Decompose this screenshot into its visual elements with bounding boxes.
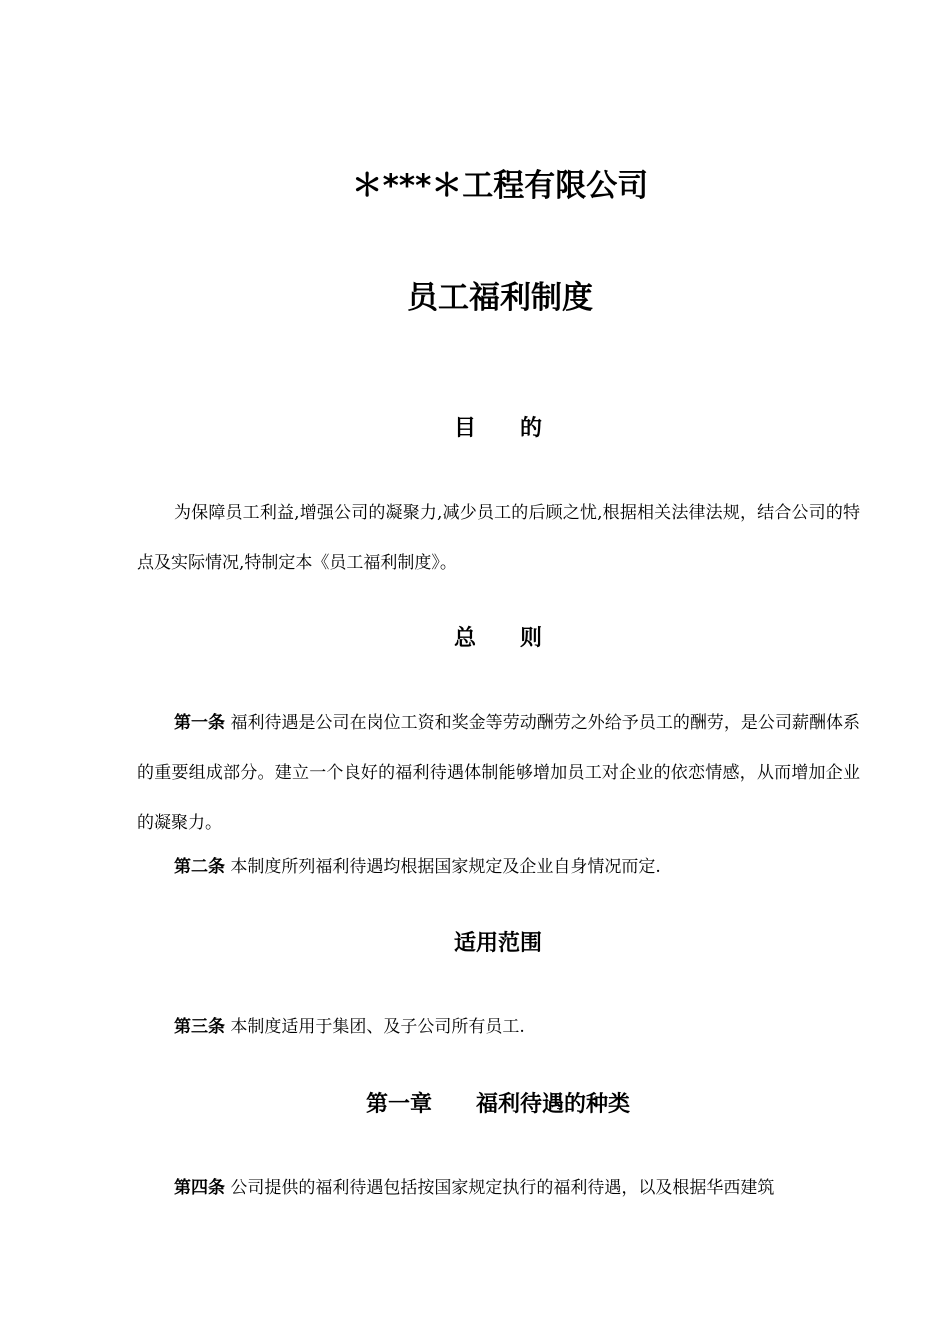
- section-heading-purpose: 目 的: [453, 416, 542, 441]
- article-4-text: 公司提供的福利待遇包括按国家规定执行的福利待遇，以及根据华西建筑: [225, 1178, 775, 1198]
- company-name: ＊***＊工程有限公司: [351, 168, 649, 204]
- article-3-label: 第三条: [174, 1017, 225, 1037]
- article-2-text: 本制度所列福利待遇均根据国家规定及企业自身情况而定.: [225, 857, 661, 877]
- article-3-paragraph: [137, 1002, 860, 1052]
- article-2-paragraph: [137, 843, 860, 891]
- article-3-text: 本制度适用于集团、及子公司所有员工.: [225, 1017, 525, 1037]
- chapter-1-heading: 第一章 福利待遇的种类: [365, 1092, 630, 1117]
- purpose-paragraph: 为保障员工利益,增强公司的凝聚力,减少员工的后顾之忧,根据相关法律法规，结合公司的特点及实际情况,特制定本《员工福利制度》。: [137, 503, 860, 573]
- article-1-label: 第一条: [174, 713, 226, 733]
- section-heading-scope: 适用范围: [453, 931, 542, 956]
- section-heading-general: 总 则: [453, 626, 542, 651]
- article-1-text: 福利待遇是公司在岗位工资和奖金等劳动酬劳之外给予员工的酬劳，是公司薪酬体系的重要组成部分。建立一个良好的福利待遇体制能够增加员工对企业的依恋情感，从而增加企业的凝聚力。: [137, 713, 860, 833]
- article-2-label: 第二条: [174, 857, 225, 877]
- document-title: 员工福利制度: [407, 280, 593, 316]
- article-4-paragraph: [137, 1163, 860, 1213]
- article-1-paragraph: [137, 698, 860, 848]
- article-4-label: 第四条: [174, 1178, 225, 1198]
